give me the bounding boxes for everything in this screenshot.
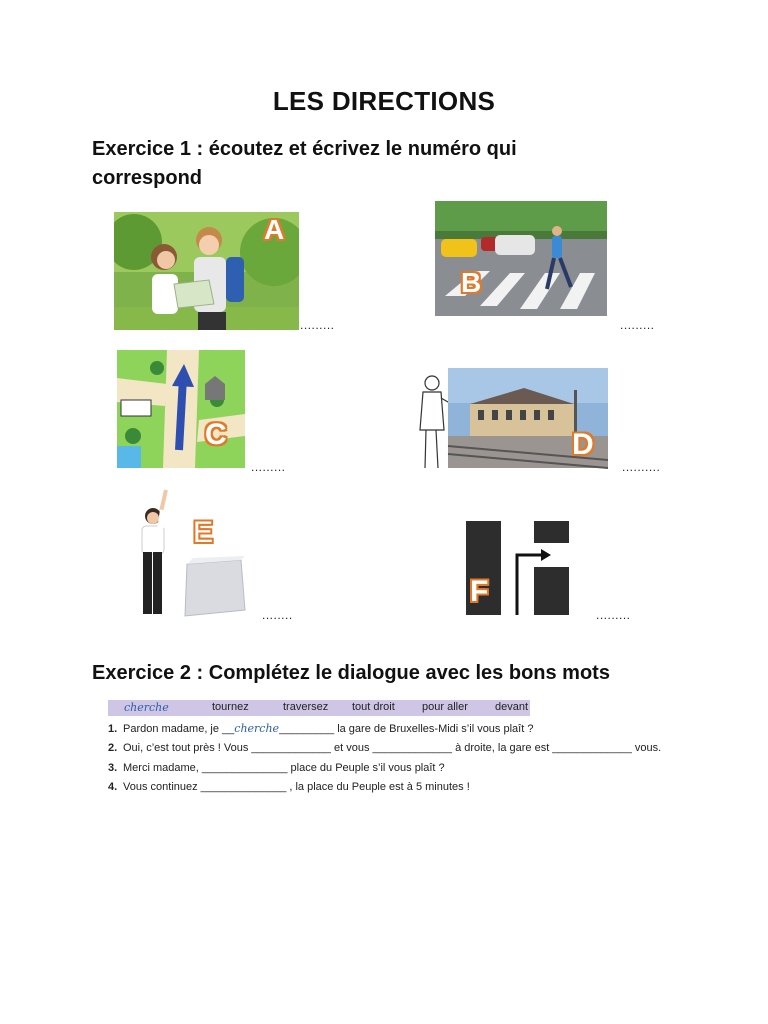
word-bank-item: cherche [124,701,169,714]
exercise1-heading: Exercice 1 : écoutez et écrivez le numéro qui correspond [92,138,517,189]
line-number: 4. [108,781,118,793]
picture-c-map-go-straight [117,350,245,468]
letter-a: A [264,214,285,245]
exercise2-heading: Exercice 2 : Complétez le dialogue avec les bons mots [92,662,610,684]
answer-blank-a[interactable]: ......... [300,318,335,332]
word-bank-item: tournez [212,701,249,713]
line-text: _________ la gare de Bruxelles-Midi s’il vous plaît ? [279,723,534,735]
dialogue-line-4 [108,781,470,793]
letter-e: E [193,516,214,549]
line-number: 2. [108,742,118,754]
picture-a-couple-with-map [114,212,299,330]
letter-d: D [572,428,594,461]
page-title: LES DIRECTIONS [272,86,496,116]
line-number: 3. [108,762,118,774]
letter-c: C [205,418,227,451]
letter-b: B [461,267,482,298]
picture-f-turn-right-diagram [457,511,581,619]
answer-blank-f[interactable]: ......... [596,608,631,622]
dialogue-line-2 [108,742,661,754]
dialogue-line-1 [108,722,533,735]
answer-blank-b[interactable]: ......... [620,318,655,332]
line-text: Pardon madame, je __ [123,723,235,735]
picture-d-man-pointing-station [414,368,608,473]
line-text[interactable]: Merci madame, ______________ place du Peuple s’il vous plaît ? [123,762,445,774]
letter-f: F [470,575,489,608]
picture-e-woman-raised-arm-box [133,486,249,620]
word-bank [108,700,530,716]
word-bank-item: devant [495,701,529,713]
line-text[interactable]: Oui, c’est tout près ! Vous _____________ et vous _____________ à droite, la gare est _____________ vous. [123,742,662,754]
filled-answer[interactable]: cherche [234,722,280,735]
answer-blank-d[interactable]: .......... [622,460,661,474]
answer-blank-c[interactable]: ......... [251,460,286,474]
word-bank-item: traversez [283,701,329,713]
word-bank-item: tout droit [352,701,395,713]
dialogue-line-3 [108,762,445,774]
line-text[interactable]: Vous continuez ______________ , la place du Peuple est à 5 minutes ! [123,781,470,793]
line-number: 1. [108,723,118,735]
word-bank-item: pour aller [422,701,468,713]
picture-b-crosswalk [435,201,607,316]
answer-blank-e[interactable]: ........ [262,608,293,622]
